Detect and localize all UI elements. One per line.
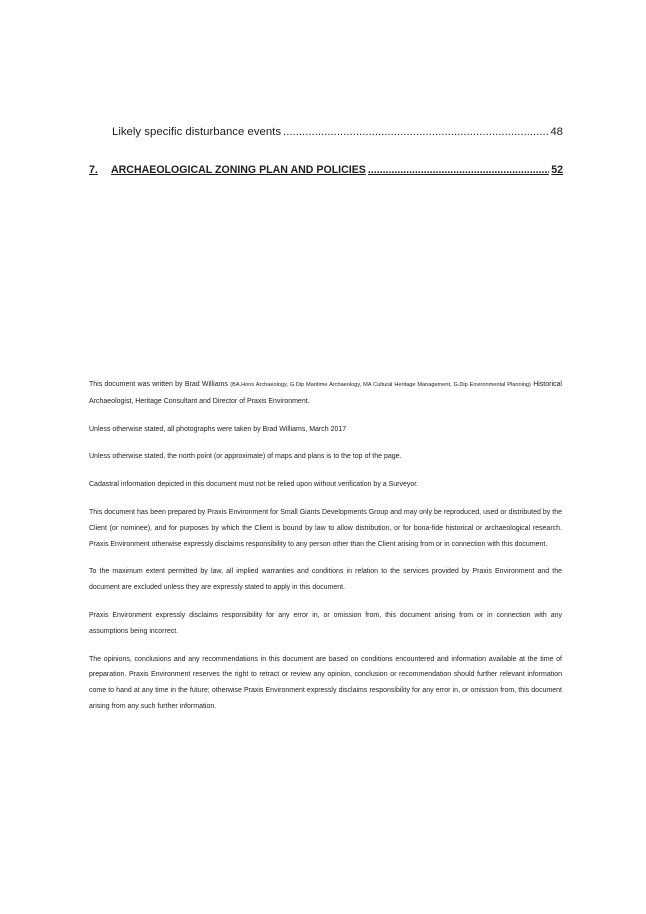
author-statement [89, 377, 562, 410]
author-suffix: Historical Archaeologist, Heritage Consultant and Director of Praxis Environment. [89, 381, 562, 405]
north-point-statement: Unless otherwise stated, the north point (or approximate) of maps and plans is to the top of the page. [89, 453, 402, 461]
toc-entry-disturbance-events[interactable] [112, 126, 563, 138]
cadastral-statement: Cadastral information depicted in this document must not be relied upon without verification by a Surveyor. [89, 481, 419, 489]
toc-leader-dots [283, 126, 548, 138]
toc-entry-section-7[interactable] [89, 164, 563, 176]
assumptions-statement: Praxis Environment expressly disclaims responsibility for any error in, or omission from, this document arising from or in connection with any assumptions being incorrect. [89, 611, 562, 635]
warranties-statement: To the maximum extent permitted by law, all implied warranties and conditions in relation to the services provided by Praxis Environment and the document are excluded unless they are expressly stated to apply in this document. [89, 568, 562, 592]
toc-section-number: 7. [89, 164, 98, 176]
document-notes [89, 377, 562, 727]
toc-section-title: ARCHAEOLOGICAL ZONING PLAN AND POLICIES [111, 164, 366, 176]
toc-entry-page-number: 48 [550, 126, 563, 138]
prepared-for-statement: This document has been prepared by Praxis Environment for Small Giants Developments Group and may only be reproduced, used or distributed by the Client (or nominee), and for purposes by which the Client is bound by law to allow distribution, or for bona-fide historical or archaeological research. Praxis Environment otherwise expressly disclaims responsibility to any person other than the Client arising from or in connection with this document. [89, 508, 562, 548]
photographs-statement: Unless otherwise stated, all photographs were taken by Brad Williams, March 2017 [89, 425, 347, 433]
toc-entry-title: Likely specific disturbance events [112, 126, 282, 138]
toc-leader-dots [368, 164, 549, 176]
author-prefix: This document was written by Brad Williams [89, 381, 228, 388]
opinions-statement: The opinions, conclusions and any recommendations in this document are based on conditions encountered and information available at the time of preparation. Praxis Environment reserves the right to retract or review any opinion, conclusion or recommendation should further relevant information come to hand at any time in the future; otherwise Praxis Environment expressly disclaims responsibility for any error in, or omission from, this document arising from any such further information. [89, 655, 562, 710]
toc-section-page-number: 52 [551, 164, 563, 176]
author-qualifications: (BA.Hons Archaeology, G.Dip Maritime Archaeology, MA Cultural Heritage Management, G.Dip Environmental Planning) [230, 382, 531, 388]
